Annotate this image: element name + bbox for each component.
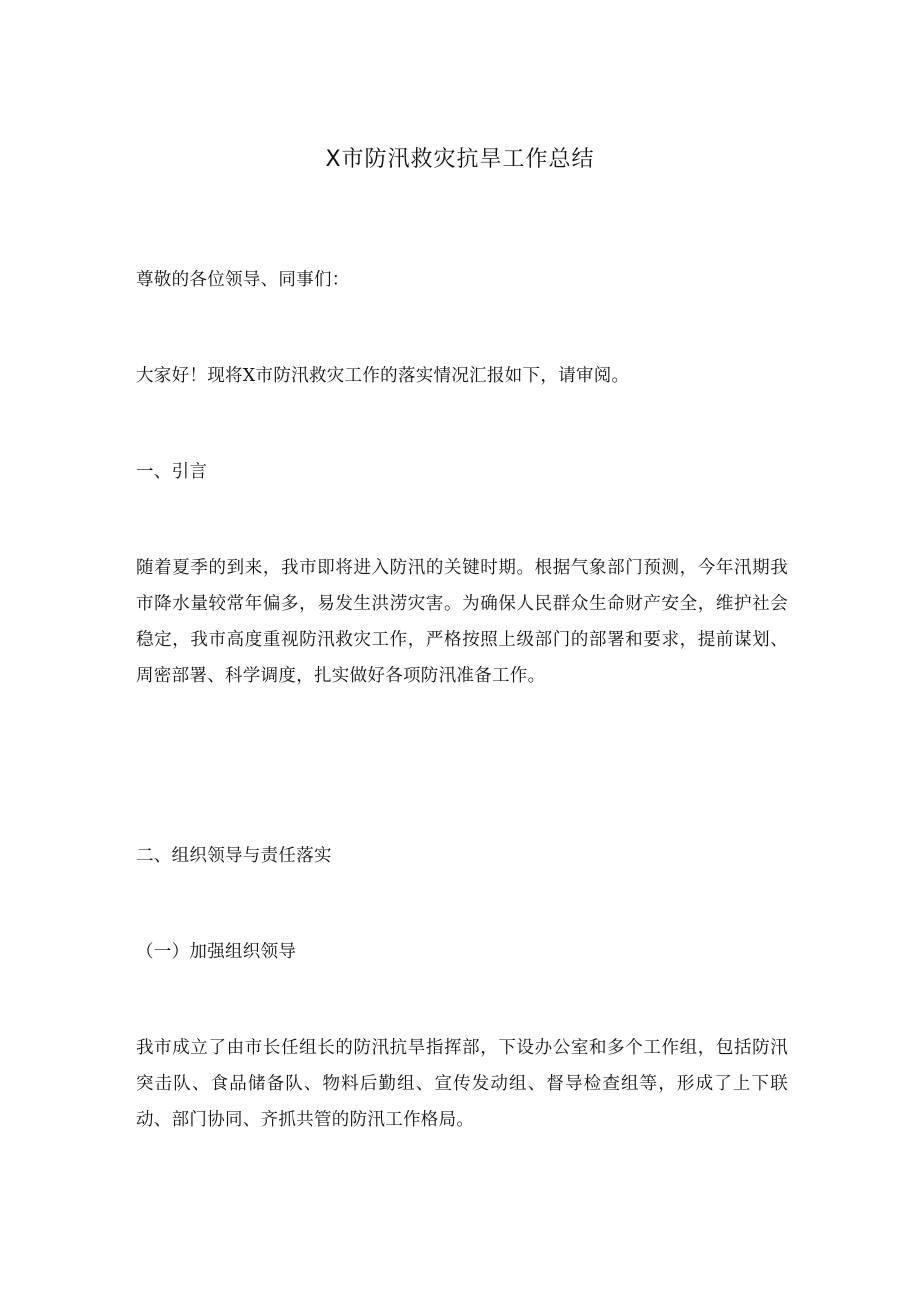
section-heading-introduction: 一、引言 — [136, 462, 208, 482]
section-heading-organization: 二、组织领导与责任落实 — [136, 846, 332, 866]
introduction-paragraph: 随着夏季的到来，我市即将进入防汛的关键时期。根据气象部门预测，今年汛期我市降水量较常年偏多，易发生洪涝灾害。为确保人民群众生命财产安全，维护社会稳定，我市高度重视防汛救灾工作，严格按照上级部门的部署和要求，提前谋划、周密部署、科学调度，扎实做好各项防汛准备工作。 — [136, 558, 788, 686]
document-title: X市防汛救灾抗旱工作总结 — [325, 147, 595, 172]
leadership-paragraph: 我市成立了由市长任组长的防汛抗旱指挥部，下设办公室和多个工作组，包括防汛突击队、食品储备队、物料后勤组、宣传发动组、督导检查组等，形成了上下联动、部门协同、齐抓共管的防汛工作格局。 — [136, 1038, 788, 1130]
subsection-heading-leadership: （一）加强组织领导 — [136, 942, 297, 962]
salutation: 尊敬的各位领导、同事们： — [136, 270, 350, 290]
opening-paragraph: 大家好！现将X市防汛救灾工作的落实情况汇报如下，请审阅。 — [136, 366, 630, 386]
